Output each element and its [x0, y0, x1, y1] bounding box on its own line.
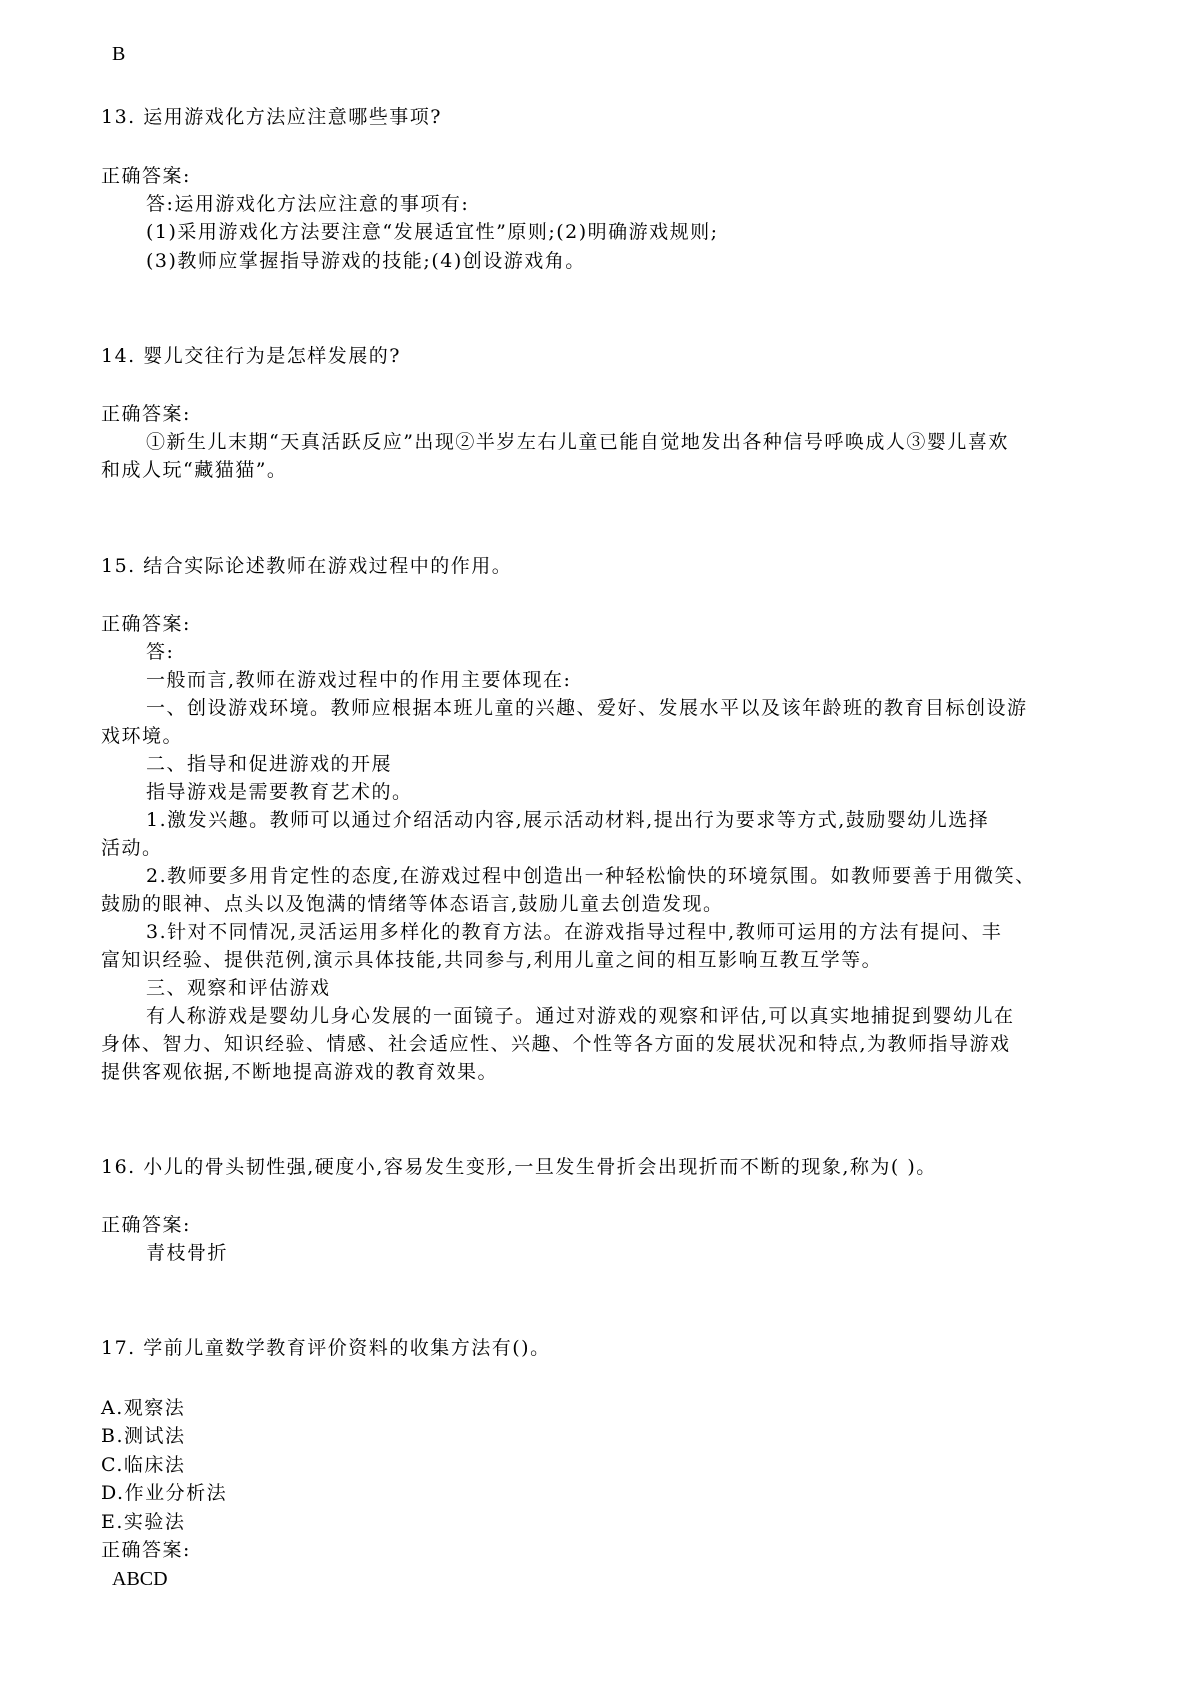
- answer-16-line-1: 青枝骨折: [146, 1242, 229, 1264]
- answer-15-line-8: 活动。: [101, 837, 163, 859]
- answer-13-line-1: 答:运用游戏化方法应注意的事项有:: [146, 193, 470, 215]
- answer-15-line-11: 3.针对不同情况,灵活运用多样化的教育方法。在游戏指导过程中,教师可运用的方法有提问、丰: [146, 921, 1003, 943]
- answer-label-13: 正确答案:: [101, 165, 191, 187]
- answer-15-line-16: 提供客观依据,不断地提高游戏的教育效果。: [101, 1061, 499, 1083]
- option-d: D.作业分析法: [101, 1482, 228, 1504]
- answer-15-line-5: 二、指导和促进游戏的开展: [146, 753, 393, 775]
- option-a: A.观察法: [101, 1397, 186, 1419]
- answer-15-line-7: 1.激发兴趣。教师可以通过介绍活动内容,展示活动材料,提出行为要求等方式,鼓励婴幼儿选择: [146, 809, 990, 831]
- question-17: 17. 学前儿童数学教育评价资料的收集方法有()。: [101, 1337, 551, 1359]
- answer-label-16: 正确答案:: [101, 1214, 191, 1236]
- answer-17: ABCD: [112, 1568, 168, 1590]
- answer-label-15: 正确答案:: [101, 613, 191, 635]
- answer-label-17: 正确答案:: [101, 1539, 191, 1561]
- answer-15-line-6: 指导游戏是需要教育艺术的。: [146, 781, 413, 803]
- answer-15-line-9: 2.教师要多用肯定性的态度,在游戏过程中创造出一种轻松愉快的环境氛围。如教师要善于用微笑、: [146, 865, 1036, 887]
- option-b: B.测试法: [101, 1425, 186, 1447]
- answer-15-line-14: 有人称游戏是婴幼儿身心发展的一面镜子。通过对游戏的观察和评估,可以真实地捕捉到婴幼儿在: [146, 1005, 1015, 1027]
- answer-14-line-2: 和成人玩“藏猫猫”。: [101, 459, 288, 481]
- answer-label-14: 正确答案:: [101, 403, 191, 425]
- previous-answer: B: [112, 43, 126, 65]
- question-16: 16. 小儿的骨头韧性强,硬度小,容易发生变形,一旦发生骨折会出现折而不断的现象,称为( )。: [101, 1156, 937, 1178]
- answer-15-line-4: 戏环境。: [101, 725, 184, 747]
- question-14: 14. 婴儿交往行为是怎样发展的?: [101, 345, 401, 367]
- answer-13-line-2: (1)采用游戏化方法要注意“发展适宜性”原则;(2)明确游戏规则;: [146, 221, 719, 243]
- option-e: E.实验法: [101, 1511, 186, 1533]
- question-13: 13. 运用游戏化方法应注意哪些事项?: [101, 106, 442, 128]
- answer-15-line-3: 一、创设游戏环境。教师应根据本班儿童的兴趣、爱好、发展水平以及该年龄班的教育目标创设游: [146, 697, 1028, 719]
- answer-13-line-3: (3)教师应掌握指导游戏的技能;(4)创设游戏角。: [146, 250, 586, 272]
- answer-15-line-10: 鼓励的眼神、点头以及饱满的情绪等体态语言,鼓励儿童去创造发现。: [101, 893, 724, 915]
- answer-14-line-1: ①新生儿末期“天真活跃反应”出现②半岁左右儿童已能自觉地发出各种信号呼唤成人③婴儿喜欢: [146, 431, 1009, 453]
- answer-15-line-12: 富知识经验、提供范例,演示具体技能,共同参与,利用儿童之间的相互影响互教互学等。: [101, 949, 883, 971]
- question-15: 15. 结合实际论述教师在游戏过程中的作用。: [101, 555, 513, 577]
- answer-15-line-15: 身体、智力、知识经验、情感、社会适应性、兴趣、个性等各方面的发展状况和特点,为教师指导游戏: [101, 1033, 1011, 1055]
- option-c: C.临床法: [101, 1454, 186, 1476]
- answer-15-line-13: 三、观察和评估游戏: [146, 977, 331, 999]
- answer-15-line-2: 一般而言,教师在游戏过程中的作用主要体现在:: [146, 669, 572, 691]
- answer-15-line-1: 答:: [146, 641, 175, 663]
